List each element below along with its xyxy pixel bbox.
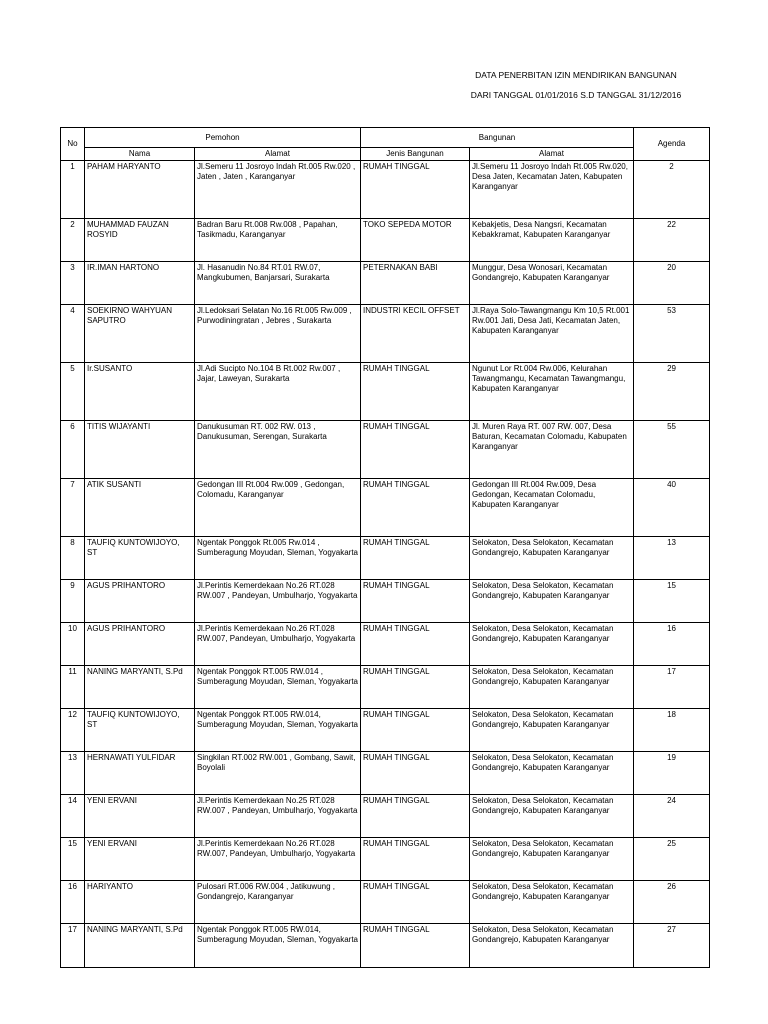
header-alamat-pemohon: Alamat — [195, 148, 361, 161]
table-row — [61, 421, 710, 479]
cell-agenda: 24 — [634, 795, 710, 838]
permit-table — [60, 127, 710, 968]
cell-jenis: RUMAH TINGGAL — [361, 479, 470, 537]
table-row — [61, 262, 710, 305]
cell-nama: YENI ERVANI — [85, 838, 195, 881]
cell-nama: YENI ERVANI — [85, 795, 195, 838]
cell-no: 14 — [61, 795, 85, 838]
cell-lokasi: Munggur, Desa Wonosari, Kecamatan Gondangrejo, Kabupaten Karanganyar — [470, 262, 634, 305]
cell-lokasi: Selokaton, Desa Selokaton, Kecamatan Gondangrejo, Kabupaten Karanganyar — [470, 537, 634, 580]
header-no: No — [61, 128, 85, 161]
cell-jenis: TOKO SEPEDA MOTOR — [361, 219, 470, 262]
table-row — [61, 752, 710, 795]
cell-alamat: Ngentak Ponggok RT.005 RW.014, Sumberagung Moyudan, Sleman, Yogyakarta — [195, 924, 361, 968]
cell-agenda: 20 — [634, 262, 710, 305]
cell-nama: Ir.SUSANTO — [85, 363, 195, 421]
cell-agenda: 26 — [634, 881, 710, 924]
table-row — [61, 881, 710, 924]
cell-nama: AGUS PRIHANTORO — [85, 623, 195, 666]
cell-lokasi: Selokaton, Desa Selokaton, Kecamatan Gondangrejo, Kabupaten Karanganyar — [470, 881, 634, 924]
table-row — [61, 580, 710, 623]
cell-no: 8 — [61, 537, 85, 580]
cell-jenis: RUMAH TINGGAL — [361, 924, 470, 968]
cell-agenda: 25 — [634, 838, 710, 881]
cell-agenda: 29 — [634, 363, 710, 421]
cell-lokasi: Jl.Semeru 11 Josroyo Indah Rt.005 Rw.020, Desa Jaten, Kecamatan Jaten, Kabupaten Karanganyar — [470, 161, 634, 219]
header-pemohon: Pemohon — [85, 128, 361, 148]
cell-lokasi: Ngunut Lor Rt.004 Rw.006, Kelurahan Tawangmangu, Kecamatan Tawangmangu, Kabupaten Karanganyar — [470, 363, 634, 421]
table-row — [61, 479, 710, 537]
header-bangunan: Bangunan — [361, 128, 634, 148]
cell-no: 10 — [61, 623, 85, 666]
cell-agenda: 15 — [634, 580, 710, 623]
header-jenis-bangunan: Jenis Bangunan — [361, 148, 470, 161]
cell-alamat: Singkilan RT.002 RW.001 , Gombang, Sawit, Boyolali — [195, 752, 361, 795]
cell-nama: TAUFIQ KUNTOWIJOYO, ST — [85, 709, 195, 752]
cell-alamat: Jl. Hasanudin No.84 RT.01 RW.07, Mangkubumen, Banjarsari, Surakarta — [195, 262, 361, 305]
cell-alamat: Ngentak Ponggok RT.005 RW.014 , Sumberagung Moyudan, Sleman, Yogyakarta — [195, 666, 361, 709]
cell-jenis: RUMAH TINGGAL — [361, 881, 470, 924]
cell-no: 15 — [61, 838, 85, 881]
cell-alamat: Jl.Perintis Kemerdekaan No.26 RT.028 RW.007 , Pandeyan, Umbulharjo, Yogyakarta — [195, 580, 361, 623]
cell-jenis: RUMAH TINGGAL — [361, 838, 470, 881]
cell-alamat: Jl.Adi Sucipto No.104 B Rt.002 Rw.007 , Jajar, Laweyan, Surakarta — [195, 363, 361, 421]
document-title: DATA PENERBITAN IZIN MENDIRIKAN BANGUNAN — [475, 70, 677, 80]
cell-agenda: 17 — [634, 666, 710, 709]
cell-agenda: 55 — [634, 421, 710, 479]
cell-alamat: Jl.Perintis Kemerdekaan No.25 RT.028 RW.007 , Pandeyan, Umbulharjo, Yogyakarta — [195, 795, 361, 838]
cell-no: 2 — [61, 219, 85, 262]
cell-alamat: Jl.Semeru 11 Josroyo Indah Rt.005 Rw.020 , Jaten , Jaten , Karanganyar — [195, 161, 361, 219]
table-row — [61, 709, 710, 752]
table-row — [61, 363, 710, 421]
cell-nama: SOEKIRNO WAHYUAN SAPUTRO — [85, 305, 195, 363]
cell-jenis: RUMAH TINGGAL — [361, 709, 470, 752]
cell-no: 5 — [61, 363, 85, 421]
cell-lokasi: Selokaton, Desa Selokaton, Kecamatan Gondangrejo, Kabupaten Karanganyar — [470, 623, 634, 666]
table-row — [61, 924, 710, 968]
cell-no: 4 — [61, 305, 85, 363]
cell-lokasi: Selokaton, Desa Selokaton, Kecamatan Gondangrejo, Kabupaten Karanganyar — [470, 709, 634, 752]
cell-no: 9 — [61, 580, 85, 623]
table-row — [61, 537, 710, 580]
cell-alamat: Gedongan III Rt.004 Rw.009 , Gedongan, Colomadu, Karanganyar — [195, 479, 361, 537]
cell-lokasi: Jl. Muren Raya RT. 007 RW. 007, Desa Baturan, Kecamatan Colomadu, Kabupaten Karanganyar — [470, 421, 634, 479]
table-row — [61, 305, 710, 363]
cell-agenda: 19 — [634, 752, 710, 795]
cell-agenda: 53 — [634, 305, 710, 363]
cell-jenis: RUMAH TINGGAL — [361, 363, 470, 421]
cell-lokasi: Selokaton, Desa Selokaton, Kecamatan Gondangrejo, Kabupaten Karanganyar — [470, 924, 634, 968]
cell-lokasi: Selokaton, Desa Selokaton, Kecamatan Gondangrejo, Kabupaten Karanganyar — [470, 580, 634, 623]
cell-nama: AGUS PRIHANTORO — [85, 580, 195, 623]
cell-alamat: Jl.Ledoksari Selatan No.16 Rt.005 Rw.009 , Purwodiningratan , Jebres , Surakarta — [195, 305, 361, 363]
cell-lokasi: Selokaton, Desa Selokaton, Kecamatan Gondangrejo, Kabupaten Karanganyar — [470, 666, 634, 709]
cell-nama: IR.IMAN HARTONO — [85, 262, 195, 305]
cell-jenis: RUMAH TINGGAL — [361, 752, 470, 795]
cell-agenda: 27 — [634, 924, 710, 968]
document-date-range: DARI TANGGAL 01/01/2016 S.D TANGGAL 31/12/2016 — [470, 90, 682, 100]
cell-jenis: RUMAH TINGGAL — [361, 537, 470, 580]
cell-alamat: Pulosari RT.006 RW.004 , Jatikuwung , Gondangrejo, Karanganyar — [195, 881, 361, 924]
cell-nama: ATIK SUSANTI — [85, 479, 195, 537]
cell-alamat: Ngentak Ponggok RT.005 RW.014, Sumberagung Moyudan, Sleman, Yogyakarta — [195, 709, 361, 752]
cell-no: 11 — [61, 666, 85, 709]
cell-nama: TITIS WIJAYANTI — [85, 421, 195, 479]
cell-alamat: Badran Baru Rt.008 Rw.008 , Papahan, Tasikmadu, Karanganyar — [195, 219, 361, 262]
cell-lokasi: Selokaton, Desa Selokaton, Kecamatan Gondangrejo, Kabupaten Karanganyar — [470, 795, 634, 838]
cell-nama: NANING MARYANTI, S.Pd — [85, 924, 195, 968]
cell-no: 1 — [61, 161, 85, 219]
cell-nama: HARIYANTO — [85, 881, 195, 924]
table-row — [61, 666, 710, 709]
cell-no: 6 — [61, 421, 85, 479]
cell-jenis: RUMAH TINGGAL — [361, 421, 470, 479]
table-row — [61, 161, 710, 219]
cell-lokasi: Kebakjetis, Desa Nangsri, Kecamatan Kebakkramat, Kabupaten Karanganyar — [470, 219, 634, 262]
cell-jenis: INDUSTRI KECIL OFFSET — [361, 305, 470, 363]
cell-no: 12 — [61, 709, 85, 752]
table-row — [61, 838, 710, 881]
cell-agenda: 40 — [634, 479, 710, 537]
cell-agenda: 16 — [634, 623, 710, 666]
cell-lokasi: Gedongan III Rt.004 Rw.009, Desa Gedongan, Kecamatan Colomadu, Kabupaten Karanganyar — [470, 479, 634, 537]
cell-lokasi: Selokaton, Desa Selokaton, Kecamatan Gondangrejo, Kabupaten Karanganyar — [470, 752, 634, 795]
cell-jenis: RUMAH TINGGAL — [361, 795, 470, 838]
cell-nama: TAUFIQ KUNTOWIJOYO, ST — [85, 537, 195, 580]
cell-no: 17 — [61, 924, 85, 968]
cell-alamat: Jl.Perintis Kemerdekaan No.26 RT.028 RW.007, Pandeyan, Umbulharjo, Yogyakarta — [195, 838, 361, 881]
cell-agenda: 2 — [634, 161, 710, 219]
cell-jenis: RUMAH TINGGAL — [361, 161, 470, 219]
cell-lokasi: Jl.Raya Solo-Tawangmangu Km 10,5 Rt.001 Rw.001 Jati, Desa Jati, Kecamatan Jaten, Kabupaten Karanganyar — [470, 305, 634, 363]
cell-agenda: 22 — [634, 219, 710, 262]
cell-alamat: Ngentak Ponggok Rt.005 Rw.014 , Sumberagung Moyudan, Sleman, Yogyakarta — [195, 537, 361, 580]
table-row — [61, 219, 710, 262]
cell-jenis: PETERNAKAN BABI — [361, 262, 470, 305]
cell-alamat: Danukusuman RT. 002 RW. 013 , Danukusuman, Serengan, Surakarta — [195, 421, 361, 479]
cell-nama: NANING MARYANTI, S.Pd — [85, 666, 195, 709]
table-row — [61, 795, 710, 838]
cell-lokasi: Selokaton, Desa Selokaton, Kecamatan Gondangrejo, Kabupaten Karanganyar — [470, 838, 634, 881]
header-alamat-bangunan: Alamat — [470, 148, 634, 161]
cell-agenda: 13 — [634, 537, 710, 580]
cell-no: 16 — [61, 881, 85, 924]
cell-alamat: Jl.Perintis Kemerdekaan No.26 RT.028 RW.007, Pandeyan, Umbulharjo, Yogyakarta — [195, 623, 361, 666]
cell-nama: HERNAWATI YULFIDAR — [85, 752, 195, 795]
header-nama: Nama — [85, 148, 195, 161]
cell-jenis: RUMAH TINGGAL — [361, 623, 470, 666]
cell-nama: MUHAMMAD FAUZAN ROSYID — [85, 219, 195, 262]
cell-nama: PAHAM HARYANTO — [85, 161, 195, 219]
header-agenda: Agenda — [634, 128, 710, 161]
cell-no: 13 — [61, 752, 85, 795]
cell-no: 7 — [61, 479, 85, 537]
cell-no: 3 — [61, 262, 85, 305]
cell-jenis: RUMAH TINGGAL — [361, 666, 470, 709]
cell-jenis: RUMAH TINGGAL — [361, 580, 470, 623]
cell-agenda: 18 — [634, 709, 710, 752]
table-row — [61, 623, 710, 666]
